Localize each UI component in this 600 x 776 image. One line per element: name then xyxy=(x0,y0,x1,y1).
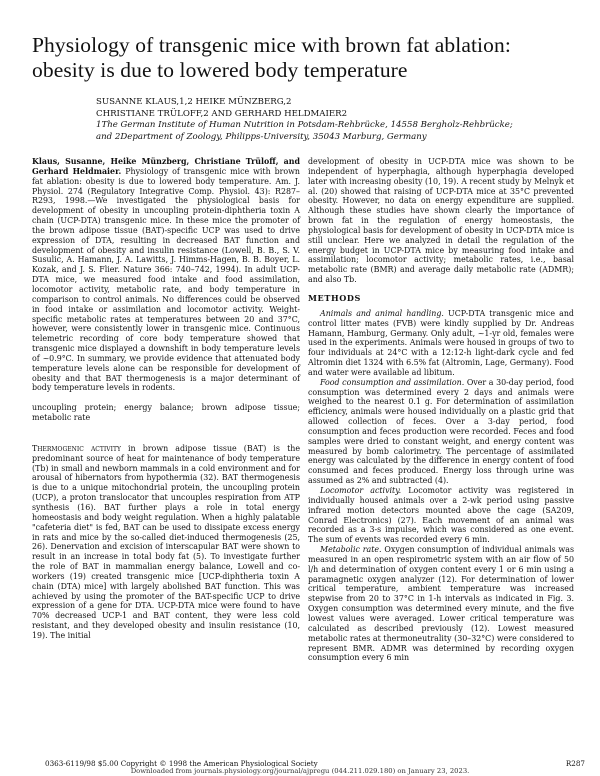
methods-heading: METHODS xyxy=(308,292,361,303)
methods-locomotor xyxy=(308,486,574,545)
food-subheading: Food consumption and assimilation. xyxy=(320,377,465,387)
introduction-continued: development of obesity in UCP-DTA mice was shown to be independent of hyperphagia, although hyperphagia developed later with increasing obesity (10, 19). A recent study by Melnyk et al. (20) showed that raising of UCP-DTA mice at 35°C prevented obesity. However, no data on energy expenditure are supplied. Although these studies have shown clearly the importance of brown fat in the regulation of energy homeostasis, the physiological basis for development of obesity in UCP-DTA mice is still unclear. Here we analyzed in detail the regulation of the energy budget in UCP-DTA mice by measuring food intake and assimilation; locomotor activity; metabolic rates, i.e., basal metabolic rate (BMR) and average daily metabolic rate (ADMR); and also Tb. xyxy=(308,157,575,285)
locomotor-text: Locomotor activity was registered in individually housed animals over a 2-wk period using passive infrared motion detectors mounted above the cage (SA209, Conrad Electronics) (27). Each movement of an animal was recorded as a 3-s impulse, which was considered as one event. The sum of events was recorded every 6 min. xyxy=(308,486,574,545)
food-text: Over a 30-day period, food consumption was determined every 2 days and animals were weighed to the nearest 0.1 g. For determination of assimilation efficiency, animals were housed individually on a plastic grid that allowed collection of feces. Over a 3-day period, food consumption and feces production were recorded. Feces and food samples were dried to constant weight, and energy content was measured by bomb calorimetry. The percentage of assimilated energy was calculated by the difference in energy content of food consumed and feces produced. Energy loss through urine was assumed as 2% and subtracted (4). xyxy=(308,377,574,486)
locomotor-subheading: Locomotor activity. xyxy=(320,486,402,495)
abstract-text: Physiology of transgenic mice with brown fat ablation: obesity is due to lowered body temperature. Am. J. Physiol. 274 (Regulatory Integrative Comp. Physiol. 43): R287–R293, 1998.—We investigated the physiological basis for development of obesity in uncoupling protein-diphtheria toxin A chain (UCP-DTA) transgenic mice. In these mice the promoter of the brown adipose tissue (BAT)-specific UCP was used to drive expression of DTA, resulting in decreased BAT function and development of obesity and insulin resistance (Lowell, B. B., S. V. Susulic, A. Hamann, J. A. Lawitts, J. Himms-Hagen, B. B. Boyer, L. Kozak, and J. S. Flier. Nature 366: 740–742, 1994). In adult UCP-DTA mice, we measured food intake and food assimilation, locomotor activity, metabolic rate, and body temperature in comparison to control animals. No differences could be observed in food intake or assimilation and locomotor activity. Weight-specific metabolic rates at temperatures between 20 and 37°C, however, were consistently lower in transgenic mice. Continuous telemetric recording of core body temperature showed that transgenic mice displayed a downshift in body temperature levels of ~0.9°C. In summary, we provide evidence that attenuated body temperature levels alone can be responsible for development of obesity and that BAT thermogenesis is a major determinant of body temperature levels in rodents. xyxy=(32,166,301,393)
abstract xyxy=(32,157,300,393)
introduction-paragraph xyxy=(32,444,300,641)
download-notice: Downloaded from journals.physiology.org/journal/ajpregu (044.211.029.180) on January 23, 2023. xyxy=(130,767,470,775)
title-line-1: Physiology of transgenic mice with brown fat ablation: xyxy=(32,33,511,57)
title-line-2: obesity is due to lowered body temperature xyxy=(32,58,408,82)
copyright-line: 0363-6119/98 $5.00 Copyright © 1998 the American Physiological Society xyxy=(45,759,318,768)
page-number: R287 xyxy=(565,759,585,768)
animals-subheading: Animals and animal handling. xyxy=(320,308,444,318)
methods-metabolic xyxy=(308,545,574,663)
keywords: uncoupling protein; energy balance; brown adipose tissue; metabolic rate xyxy=(32,403,300,423)
animals-text: UCP-DTA transgenic mice and control litter mates (FVB) were kindly supplied by Dr. Andreas Hamann, Hamburg, Germany. Only adult, ~1-yr old, females were used in the experiments. Animals were housed in groups of two to four individuals at 24°C with a 12:12-h light-dark cycle and fed Altromin diet 1324 with 6.5% fat (Altromin, Lage, Germany). Food and water were available ad libitum. xyxy=(308,308,574,377)
intro-text: in brown adipose tissue (BAT) is the predominant source of heat for maintenance of body temperature (Tb) in small and newborn mammals in a cold environment and for arousal of hibernators from hypothermia (32). BAT thermogenesis is due to a unique mitochondrial protein, the uncoupling protein (UCP), a proton translocator that uncouples respiration from ATP synthesis (16). BAT further plays a role in total energy homeostasis and body weight regulation. When a highly palatable "cafeteria diet" is fed, BAT can be used to dissipate excess energy in rats and mice by the so-called diet-induced thermogenesis (25, 26). Denervation and excision of interscapular BAT were shown to result in an increase in total body fat (5). To investigate further the role of BAT in mammalian energy balance, Lowell and co-workers (19) created transgenic mice [UCP-diphtheria toxin A chain (DTA) mice] with largely abolished BAT function. This was achieved by using the promoter of the BAT-specific UCP to drive expression of a gene for DTA. UCP-DTA mice were found to have 70% decreased UCP-1 and BAT content, they were less cold resistant, and they developed obesity and insulin resistance (10, 19). The initial xyxy=(32,443,301,640)
intro-lead: Thermogenic activity xyxy=(32,443,121,453)
metabolic-subheading: Metabolic rate. xyxy=(320,545,382,555)
methods-animals xyxy=(308,309,574,378)
methods-food xyxy=(308,378,574,486)
abstract-authors: Klaus, Susanne, Heike Münzberg, Christiane Trüloff, and Gerhard Heldmaier. xyxy=(32,157,300,176)
affiliation-line-1: 1The German Institute of Human Nutrition in Potsdam-Rehbrücke, 14558 Bergholz-Rehbrücke; xyxy=(96,120,513,131)
authors-line-1: SUSANNE KLAUS,1,2 HEIKE MÜNZBERG,2 xyxy=(96,97,292,107)
affiliation-line-2: and 2Department of Zoology, Philipps-University, 35043 Marburg, Germany xyxy=(96,131,427,142)
authors-line-2: CHRISTIANE TRÜLOFF,2 AND GERHARD HELDMAIER2 xyxy=(96,108,348,119)
metabolic-text: Oxygen consumption of individual animals was measured in an open respirometric system with an air flow of 50 l/h and determination of oxygen content every 1 or 6 min using a paramagnetic oxygen analyzer (12). For determination of lower critical temperature, ambient temperature was increased stepwise from 20 to 37°C in 1-h intervals as indicated in Fig. 3. Oxygen consumption was determined every minute, and the five lowest values were averaged. Lower critical temperature was calculated as described previously (12). Lowest measured metabolic rates at thermoneutrality (30–32°C) were considered to represent BMR. ADMR was determined by recording oxygen consumption every 6 min xyxy=(308,545,574,663)
left-column xyxy=(32,157,300,641)
author-block xyxy=(96,97,596,143)
right-column xyxy=(308,157,574,663)
article-title xyxy=(32,33,580,83)
